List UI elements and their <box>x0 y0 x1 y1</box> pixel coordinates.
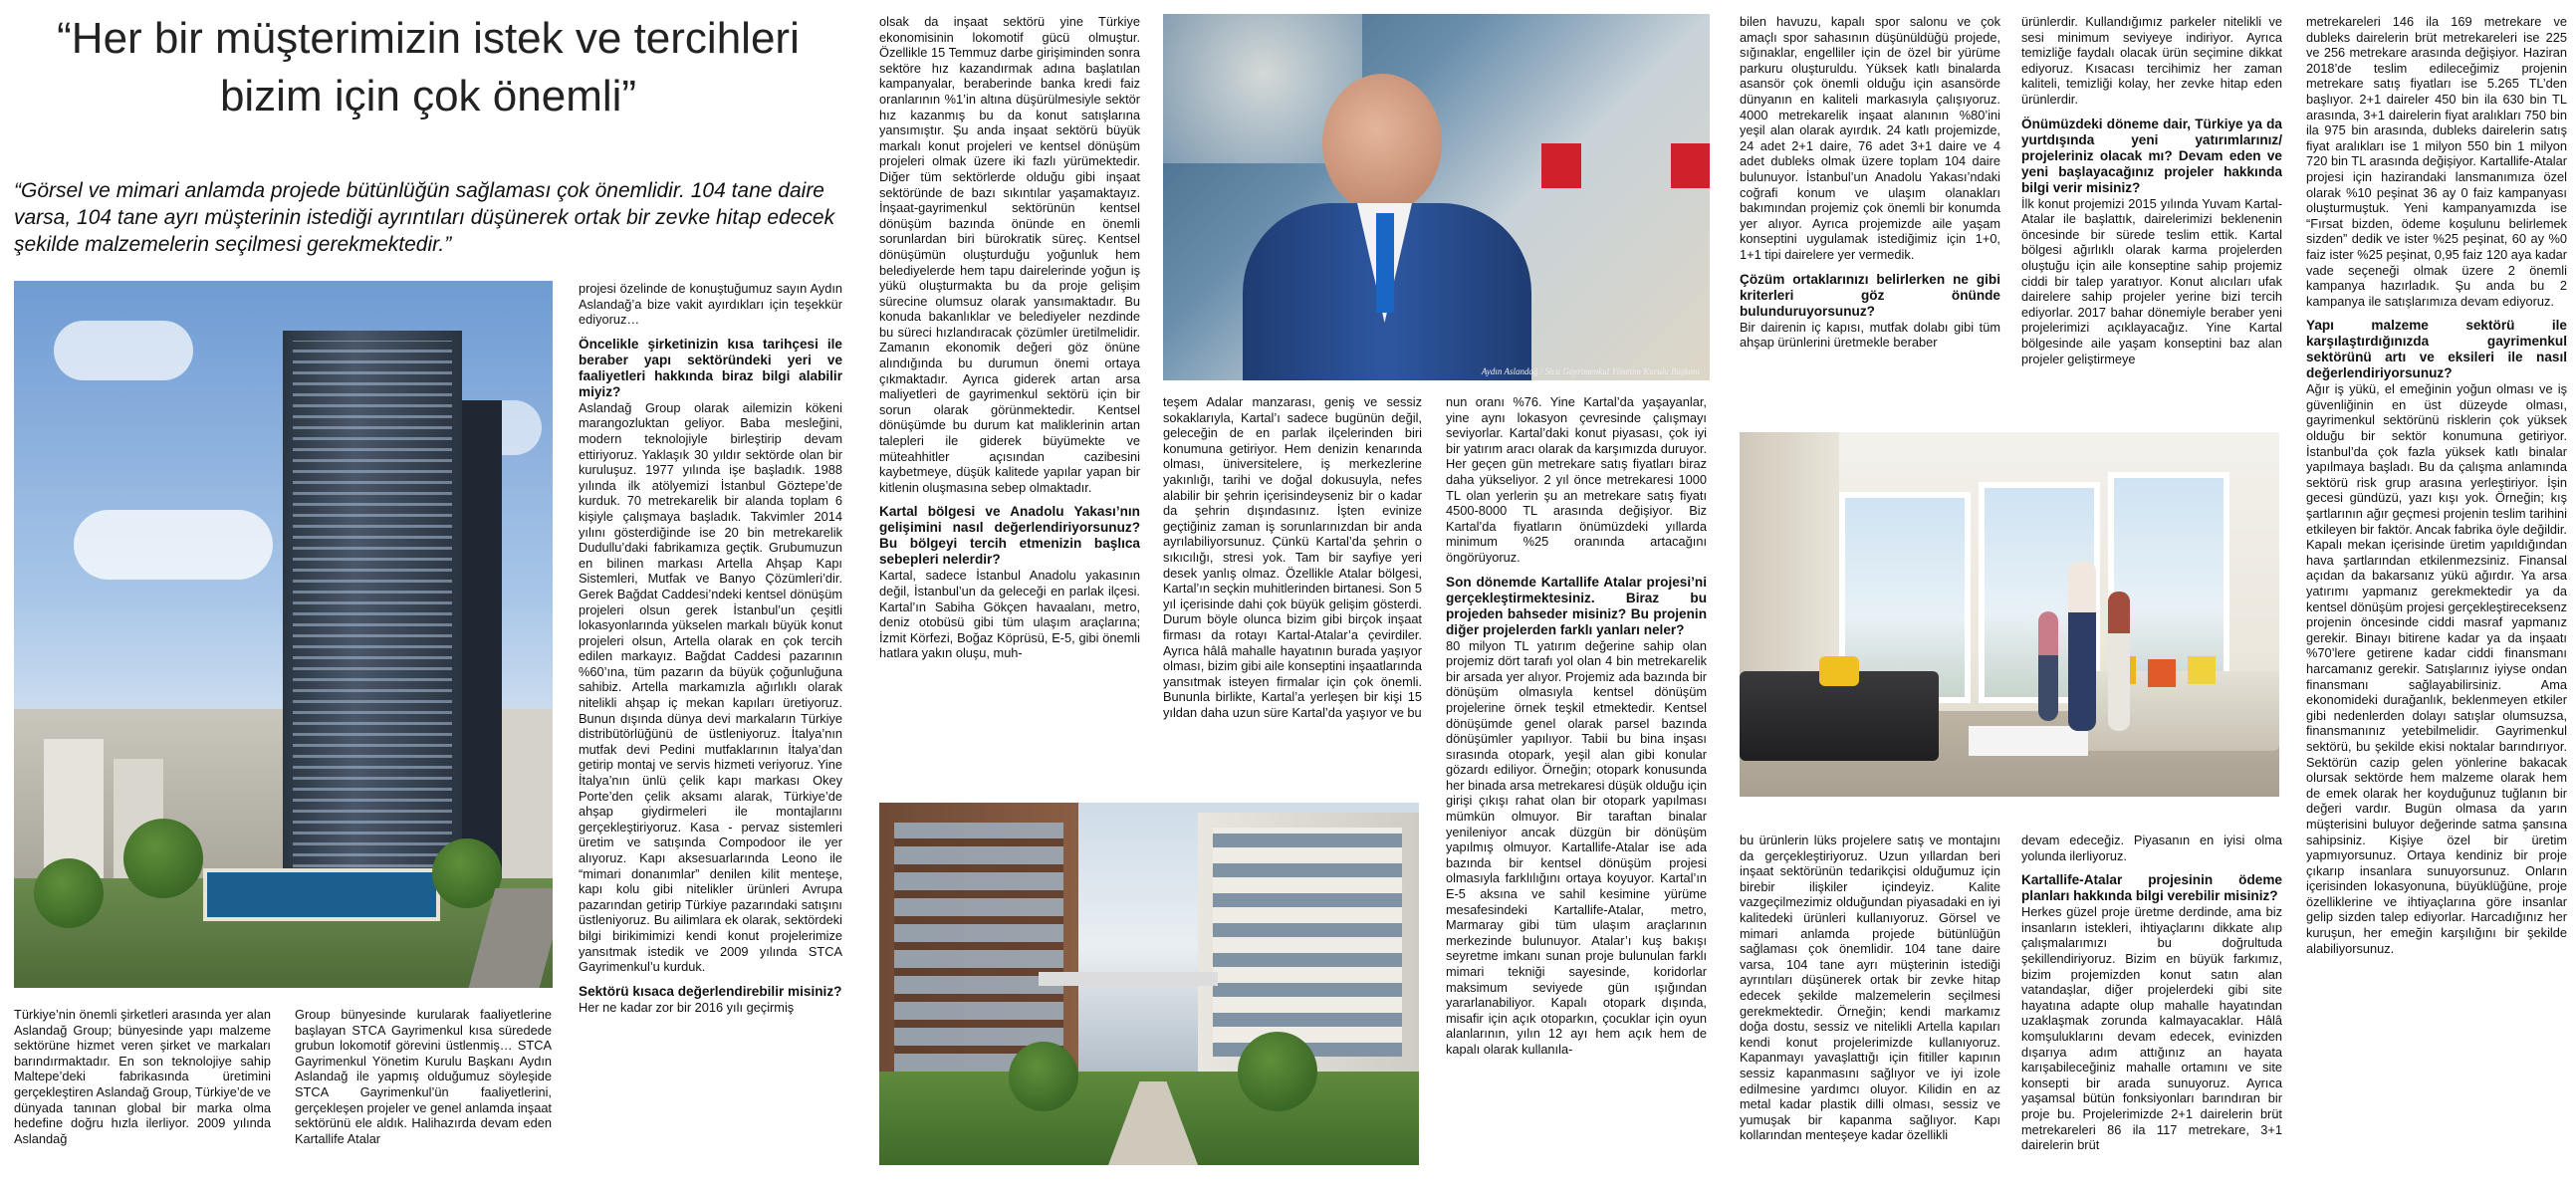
question-heading: Öncelikle şirketinizin kısa tarihçesi ile beraber yapı sektöründeki yeri ve faaliyetleri hakkında biraz bilgi alabilir miyiz? <box>579 336 842 399</box>
portrait-photo <box>1163 14 1710 380</box>
paragraph: Herkes güzel proje üretme derdinde, ama biz insanların istekleri, ihtiyaçlarını dikkate alıp çalışmalarımızı bu doğrultuda şekillendiriyoruz. Bizim en büyük farkımız, bizim projemizden konut satın alan vatandaşlar, diğer projelerdeki gibi site hayatına adapte olup mahalle hayatından uzaklaşmak zorunda kalmayacaklar. Hâlâ komşuluklarını devam edecek, evinizden dışarıya adım attığınız an hayata karışabileceğiniz mahalle ortamını ve site konsepti bir arada sunuyoruz. Ayrıca yaşamsal bütün fonksiyonları barındıran bir proje bu. Projelerimizde 2+1 dairelerin brüt metrekareleri 86 ila 117 metrekare, 3+1 dairelerin brüt <box>2021 904 2282 1153</box>
paragraph: Aslandağ Group olarak ailemizin kökeni marangozluktan geliyor. Baba mesleğini, modern teknolojiyle birleştirip devam ettiriyoruz. Yaklaşık 30 yıldır sektörde olan bir kuruluşuz. 1977 yılında işe başladık. 1988 yılında ilk atölyemizi İstanbul Göztepe’de kurduk. 70 metrekarelik bir alanda toplam 6 kişiyle çalışmaya başladık. Takvimler 2014 yılını gösterdiğinde ise 20 bin metrekarelik Dudullu’daki fabrikamıza geçtik. Grubumuzun en bilinen markası Artella Ahşap Kapı Sistemleri, Mutfak ve Banyo Çözümleri’dir. Gerek Bağdat Caddesi’ndeki kentsel dönüşüm projeleri olsun gerek İstanbul’un çeşitli lokasyonlarında yükselen markalı büyük konut projeleri olsun, Artella olarak en çok tercih edilen markayız. Bağdat Caddesi pazarının %60’ına, tüm pazarın da büyük çoğunluğuna sahibiz. Artella markamızla ağırlıklı olarak nitelikli ahşap iç mekan kapıları üretiyoruz. Bunun dışında dünya devi markaların Türkiye distribütörlüğünü de üstleniyoruz. İtalya’nın mutfak devi Pedini mutfaklarının İtalya’dan getirip montaj ve servis hizmeti veriyoruz. Yine İtalya’nın ünlü çelik kapı markası Okey Porte’den çelik aksamı alarak, Türkiye’de ahşap giydirmeleri ile montajlarını gerçekleştiriyoruz. Kasa - pervaz sistemleri üretim ve satışında Compodoor ile yer alıyoruz. Kapı aksesuarlarında Leono ile “mimari donanımlar” denilen kilit menteşe, kapı kolu gibi nitelikler ürünleri Avrupa pazarından getirip Türkiye pazarındaki satışını üstleniyoruz. Bu ailimlara ek olarak, sektördeki bilgi birikimimizi kendi konut projelerimize yansıtmak istedik ve 2009 yılında STCA Gayrimenkul’u kurduk. <box>579 399 842 975</box>
column-7 <box>1740 14 2000 422</box>
photo-caption: Aydın Aslandağ / Stca Gayrimenkul Yönetim Kurulu Başkanı <box>1481 366 1700 376</box>
column-6 <box>1446 394 1707 1191</box>
question-heading: Önümüzdeki döneme dair, Türkiye ya da yurtdışında yeni yatırımlarınız/ projeleriniz olacak mı? Devam eden ve yeni başlayacağınız projeler hakkında bilgi verir misiniz? <box>2021 116 2282 195</box>
column-11 <box>2021 833 2282 1191</box>
question-heading: Çözüm ortaklarınızı belirlerken ne gibi kriterleri göz önünde bulunduruyorsunuz? <box>1740 271 2000 319</box>
question-heading: Kartal bölgesi ve Anadolu Yakası’nın gelişimini nasıl değerlendiriyorsunuz? Bu bölgeyi tercih etmenizin başlıca sebepleri nelerdir? <box>879 504 1140 568</box>
paragraph: Türkiye’nin önemli şirketleri arasında yer alan Aslandağ Group; bünyesinde yapı malzeme sektörüne hizmet veren şirket ve markaları barındırmaktadır. En son teknolojiye sahip Maltepe’deki fabrikasında üretimini gerçekleştiren Aslandağ Group, Türkiye’de ve dünyada tanınan global bir marka olma hedefine doğru hızla ilerliyor. 2009 yılında Aslandağ <box>14 1007 271 1146</box>
paragraph: projesi özelinde de konuştuğumuz sayın Aydın Aslandağ’a bize vakit ayırdıkları için teşekkür ediyoruz… <box>579 281 842 328</box>
tower-rendering-image <box>14 281 553 988</box>
paragraph: teşem Adalar manzarası, geniş ve sessiz sokaklarıyla, Kartal’ı sadece bugünün değil, geleceğin de en parlak ilçelerinden biri konumuna getiriyor. Hem denizin kenarında olması, üniversitelere, iş merkezlerine yakınlığı, tarihi ve doğal dokusuyla, nefes alabilir bir şehrin içerisindeyseniz bir o kadar da şehrin dışındasınız. İşten evinize geçtiğiniz zaman iş sorunlarınızdan bir anda ayrılabiliyorsunuz. Çünkü Kartal’da şehrin o sıkıcılığı, stresi yok. Tam bir sayfiye yeri desek yanlış olmaz. Özellikle Atalar bölgesi, Kartal’ın seçkin muhitlerinden birtanesi. Son 5 yıl içerisinde dahi çok büyük gelişim gösterdi. Durum böyle olunca bizim gibi birçok inşaat firması da rotayı Kartal-Atalar’a çevirdiler. Ayrıca hâlâ mahalle hayatının burada yaşıyor olması, bizim gibi aile konseptini inşaatlarında yansıtmak isteyen firmalar için çok önemli. Bununla birlikte, Kartal’a yerleşen bir kişi 15 yıldan daha uzun süre Kartal’da yaşıyor ve bu <box>1163 394 1422 720</box>
column-3 <box>579 281 842 1191</box>
column-1 <box>14 1007 271 1191</box>
paragraph: nun oranı %76. Yine Kartal’da yaşayanlar, yine aynı lokasyon çevresinde çalışmayı seviyorlar. Kartal’daki konut piyasası, çok iyi bir yatırım aracı olarak da karşımızda duruyor. Her geçen gün metrekare satış fiyatları biraz daha yükseliyor. 2 yıl önce metrekaresi 1000 TL olan yerlerin şu an metrekare satış fiyatı 4500-8000 TL arasında değişiyor. Biz Kartal’da fiyatların önümüzdeki yıllarda minimum %25 oranında artacağını öngörüyoruz. <box>1446 394 1707 565</box>
article-lede: “Görsel ve mimari anlamda projede bütünlüğün sağlaması çok önemlidir. 104 tane daire varsa, 104 tane ayrı müşterinin istediği ayrıntıları düşünerek ortak bir zevke hitap edecek şekilde malzemelerin seçilmesi gerekmektedir.” <box>14 179 835 256</box>
column-2 <box>295 1007 552 1191</box>
column-9 <box>2306 14 2567 1191</box>
column-4 <box>879 14 1140 786</box>
paragraph: ürünlerdir. Kullandığımız parkeler nitelikli ve sesi minimum seviyeye indiriyor. Ayrıca temizliğe faydalı olacak ürün seçimine dikkat ediyoruz. Kısacası tercihimiz her zaman kaliteli, temizliği kolay, her zevke hitap eden ürünlerdir. <box>2021 14 2282 107</box>
paragraph: Kartal, sadece İstanbul Anadolu yakasının değil, İstanbul’un da geleceği en parlak ilçesi. Kartal’ın Sabiha Gökçen havaalanı, metro, deniz otobüsü gibi tüm ulaşım araçlarına; İzmit Körfezi, Boğaz Köprüsü, E-5, gibi önemli hatlara yakın oluşu, muh- <box>879 568 1140 661</box>
column-8 <box>2021 14 2282 422</box>
paragraph: İlk konut projemizi 2015 yılında Yuvam Kartal-Atalar ile başlattık, dairelerimizi beklenenin öncesinde bir sürede teslim ettik. Kartal bölgesi ağırlıklı olarak karma projelerden oluştuğu için aile konseptine sahip projemiz ciddi bir talep yaratıyor. Konut alıcıları ufak dairelere sahip projeler yerine bizi tercih ediyorlar. 2017 bahar dönemiyle beraber yeni projelerimizi açıklayacağız. Yine Kartal bölgesinde aile yaşam konseptini baz alan projeler geliştirmeye <box>2021 195 2282 366</box>
paragraph: Bir dairenin iç kapısı, mutfak dolabı gibi tüm ahşap ürünlerini üretmekle beraber <box>1740 319 2000 351</box>
paragraph: bilen havuzu, kapalı spor salonu ve çok amaçlı spor sahasının düşünüldüğü projede, sığınaklar, engelliler için de özel bir yürüme parkuru oluşturuldu. Yüksek katlı binalarda asansör çok önemli olduğu için asansörde dünyanın en kaliteli markasıyla çalışıyoruz. 4000 metrekarelik inşaat alanının %80’ini yeşil alan olarak ayırdık. 24 katlı projemizde, 24 adet 2+1 daire, 76 adet 3+1 daire ve 4 adet dubleks olmak üzere toplam 104 daire bulunuyor. İstanbul’un Anadolu Yakası’ndaki coğrafi konum ve ulaşım olanakları bakımından projemiz çok önemli bir konumda yer alıyor. Ayrıca projemizde aile yaşam konseptini uygulamak istediğimiz için 1+0, 1+1 tipi dairelere yer vermedik. <box>1740 14 2000 262</box>
question-heading: Kartallife-Atalar projesinin ödeme planları hakkında bilgi verebilir misiniz? <box>2021 872 2282 904</box>
question-heading: Son dönemde Kartallife Atalar projesi’ni gerçekleştirmektesiniz. Biraz bu projeden bahseder misiniz? Bu projenin diğer projelerden farklı yanları neler? <box>1446 574 1707 637</box>
paragraph: olsak da inşaat sektörü yine Türkiye ekonomisinin lokomotif gücü olmuştur. Özellikle 15 Temmuz darbe girişiminden sonra sektöre hız kazandırmak adına başlatılan kampanyalar, beraberinde banka kredi faiz oranlarının %1’in altına düşürülmesiyle sektör hız kazanmış bu da konut satışlarına yansımıştır. Şu anda inşaat sektörü büyük markalı konut projeleri ve kentsel dönüşüm projeleri olmak üzere iki fazlı yürümektedir. Diğer tüm sektörlerde olduğu gibi inşaat sektöründe de bazı sıkıntılar yaşamaktayız. İnşaat-gayrimenkul sektörünün kentsel dönüşüm bazında önünde en önemli sorunlardan biri bürokratik süreç. Kentsel dönüşümün oluşturduğu yoğunluk hem belediyelerde hem tapu dairelerinde yoğun iş yükü oluşturmakta bu da proje gelişim sürecine olumsuz olarak yansımaktadır. Bu konuda bakanlıklar ve belediyeler nezdinde bu süreci hızlandıracak çözümler üretilmelidir. Zamanın ekonomik değeri göz önüne alındığında bu durumun önemi ortaya çıkmaktadır. Ayrıca giderek artan arsa maliyetleri de gayrimenkul sektörü için bir sorun olarak görünmektedir. Kentsel dönüşümde bu durum kat maliklerinin artan talepleri ile giderek büyümekte ve müteahhitler açısından cazibesini kaybetmeye, düşük kalitede yapılar yapan bir kitlenin oluşmasına sebep olmaktadır. <box>879 14 1140 495</box>
question-heading: Sektörü kısaca değerlendirebilir misiniz? <box>579 983 842 999</box>
paragraph: devam edeceğiz. Piyasanın en iyisi olma yolunda ilerliyoruz. <box>2021 833 2282 863</box>
living-room-interior-image <box>1740 432 2279 797</box>
paragraph: bu ürünlerin lüks projelere satış ve montajını da gerçekleştiriyoruz. Uzun yıllardan beri inşaat sektörünün tedarikçisi olduğumuz için birebir ilişkiler içindeyiz. Kalite vazgeçilmezimiz olduğundan piyasadaki en iyi kalitedeki ürünleri kullanıyoruz. Görsel ve mimari anlamda projede bütünlüğün sağlaması çok önemlidir. 104 tane daire varsa, 104 tane ayrı müşterinin istediği ayrıntıları düşünerek ortak bir zevke hitap edecek şekilde malzemelerin seçilmesi gerekmektedir. Örneğin; kendi markamız doğa dostu, sessiz ve nitelikli Artella kapıları kendi konut projelerimizde kullanıyoruz. Kapanmayı yavaşlattığı için fitiller kapının sessiz kapanmasını sağlıyor ve iyi izole edilmesine yardımcı oluyor. Kilidin en az metal kadar plastik dilli olması, sessiz ve yumuşak bir kapanma sağlıyor. Kapı kollarından menteşeye kadar özellikli <box>1740 833 2000 1143</box>
article-headline: “Her bir müşterimizin istek ve tercihleri bizim için çok önemli” <box>57 14 800 120</box>
question-heading: Yapı malzeme sektörü ile karşılaştırdığınızda gayrimenkul sektörünü artı ve eksileri ile nasıl değerlendiriyorsunuz? <box>2306 318 2567 381</box>
column-10 <box>1740 833 2000 1191</box>
paragraph: metrekareleri 146 ila 169 metrekare ve dubleks dairelerin brüt metrekareleri ise 225 ve 256 metrekare arasında değişiyor. Haziran 2018’de teslim edileceğimiz projenin metrekare satış fiyatları ise 5.265 TL’den başlıyor. 2+1 daireler 450 bin ila 630 bin TL arasında, 3+1 dairelerin fiyat aralıkları 750 bin ila 975 bin arasında, dubleks dairelerin satış fiyat aralıkları ise 1 milyon 550 bin 1 milyon 720 bin TL arasında değişiyor. Kartallife-Atalar projesi için hazirandaki lansmanımıza özel olarak %10 peşinat 36 ay 0 faiz kampanyası oluşturmuştuk. Yeni kampanyamızda ise “Fırsat bizden, ödeme koşulunu belirlemek sizden” dedik ve ister %25 peşinat, 60 ay %0 faiz ister %25 peşinat, 0,95 faiz 120 aya kadar vade seçeneği olmak üzere 2 önemli kampanya hazırladık. Şu anda bu 2 kampanya ile satışlarımıza devam ediyoruz. <box>2306 14 2567 309</box>
paragraph: Her ne kadar zor bir 2016 yılı geçirmiş <box>579 999 795 1015</box>
paragraph: Ağır iş yükü, el emeğinin yoğun olması ve iş güvenliğinin en üst düzeyde olması, gayrimenkul sektörünü risklerin çok yüksek olduğu bir sektör konumuna getiriyor. İstanbul’da çok fazla yüksek katlı binalar yapılmaya başladı. Bu da çalışma anlamında sektörü risk grup arasına yerleştiriyor. İşin gecesi gündüzü, yazı kışı yok. Örneğin; kış şartlarının ağır geçmesi projenin teslim tarihini etkileyen bir faktör. Ancak fabrika öyle değildir. Kapalı mekan içerisinde üretim yapıldığından hava şartlarından etkilenmezsiniz. Finansal açıdan da bakarsanız yükü ağırdır. Ya arsa yatırımı yapmanız gerekmektedir ya da kentsel dönüşüm projesi gerçekleştireceksenz projenin öncesinde ciddi masraf yapmanız gerekir. Binayı bitirene kadar ya da inşaatı %70’lere getirene kadar ciddi finansmanı harcamanız gerekir. Satışlarınız iyiyse ondan finansmanı sağlayabilirsiniz. Ama ekonomideki durağanlık, beklenmeyen etkiler gibi nedenlerden dolayı satışlar olumsuzsa, finansmanınız yetebilmelidir. Gayrimenkul sektörü, bu şekilde ekisi noktalar barındırıyor. Sektörün cazip gelen yönlerine bakacak olursak sektörde hem malzeme olarak hem de emek olarak her koyduğunuz tuğlanın bir değeri vardır. Bugün olmasa da yarın müşterisini buluyor değerinde satma şansına sahipsiniz. Kişiye özel bir üretim yapmıyorsunuz. Ortaya kendiniz bir proje çıkarıp insanlara sunuyorsunuz. Onların içerisinden lokasyonuna, büyüklüğüne, proje özelliklerine ve ihtiyaçlarına göre insanlar gelip sizden talep ediyorlar. Harcadığınız her kuruşun, her emeğin karşılığını bir şekilde alabiliyorsunuz. <box>2306 381 2567 956</box>
paragraph: Group bünyesinde kurularak faaliyetlerine başlayan STCA Gayrimenkul kısa süredede grubun lokomotif görevini üstlenmiş… STCA Gayrimenkul Yönetim Kurulu Başkanı Aydın Aslandağ ile yapmış olduğumuz söyleşide STCA Gayrimenkul’ün faaliyetlerini, gerçekleşen projeler ve genel anlamda inşaat sektörünü ele aldık. Halihazırda devam eden Kartallife Atalar <box>295 1007 552 1146</box>
courtyard-rendering-image <box>879 803 1419 1165</box>
paragraph: 80 milyon TL yatırım değerine sahip olan projemiz dört tarafı yol olan 4 bin metrekarelik bir arsada yer alıyor. Projemiz ada bazında bir dönüşüm olmasıyla kentsel dönüşüm projelerine örnek teşkil etmektedir. Kentsel dönüşümde genel olarak parsel bazında dönüşümler yapılıyor. Tabii bu bina inşası sırasında otopark, yeşil alan gibi konular gözardı ediliyor. Örneğin; otopark konusunda her binada arsa metrekaresi düşük olduğu için girişi çıkışı rahat olan bir otopark yapılması mümkün olmuyor. Bir taraftan binalar yenileniyor ancak düzgün bir dönüşüm yapılmış olmuyor. Kartallife-Atalar ise ada bazında bir kentsel dönüşüm projesi olmasıyla farklılığını ortaya koyuyor. Kartal’ın E-5 aksına ve sahil kesimine yürüme mesafesindeki Kartallife-Atalar, metro, Marmaray gibi tüm ulaşım araçlarının merkezinde bulunuyor. Atalar’ı kuş bakışı seyretme imkanı sunan proje bulunulan farklı mimari tekniği sayesinde, koridorlar maksimum seviyede gün ışığından yararlanabiliyor. Kapalı otopark dışında, misafir için açık otoparkın, çocuklar için oyun alanlarının, yılın 12 ayı hem açık hem de kapalı olarak kullanıla- <box>1446 637 1707 1057</box>
